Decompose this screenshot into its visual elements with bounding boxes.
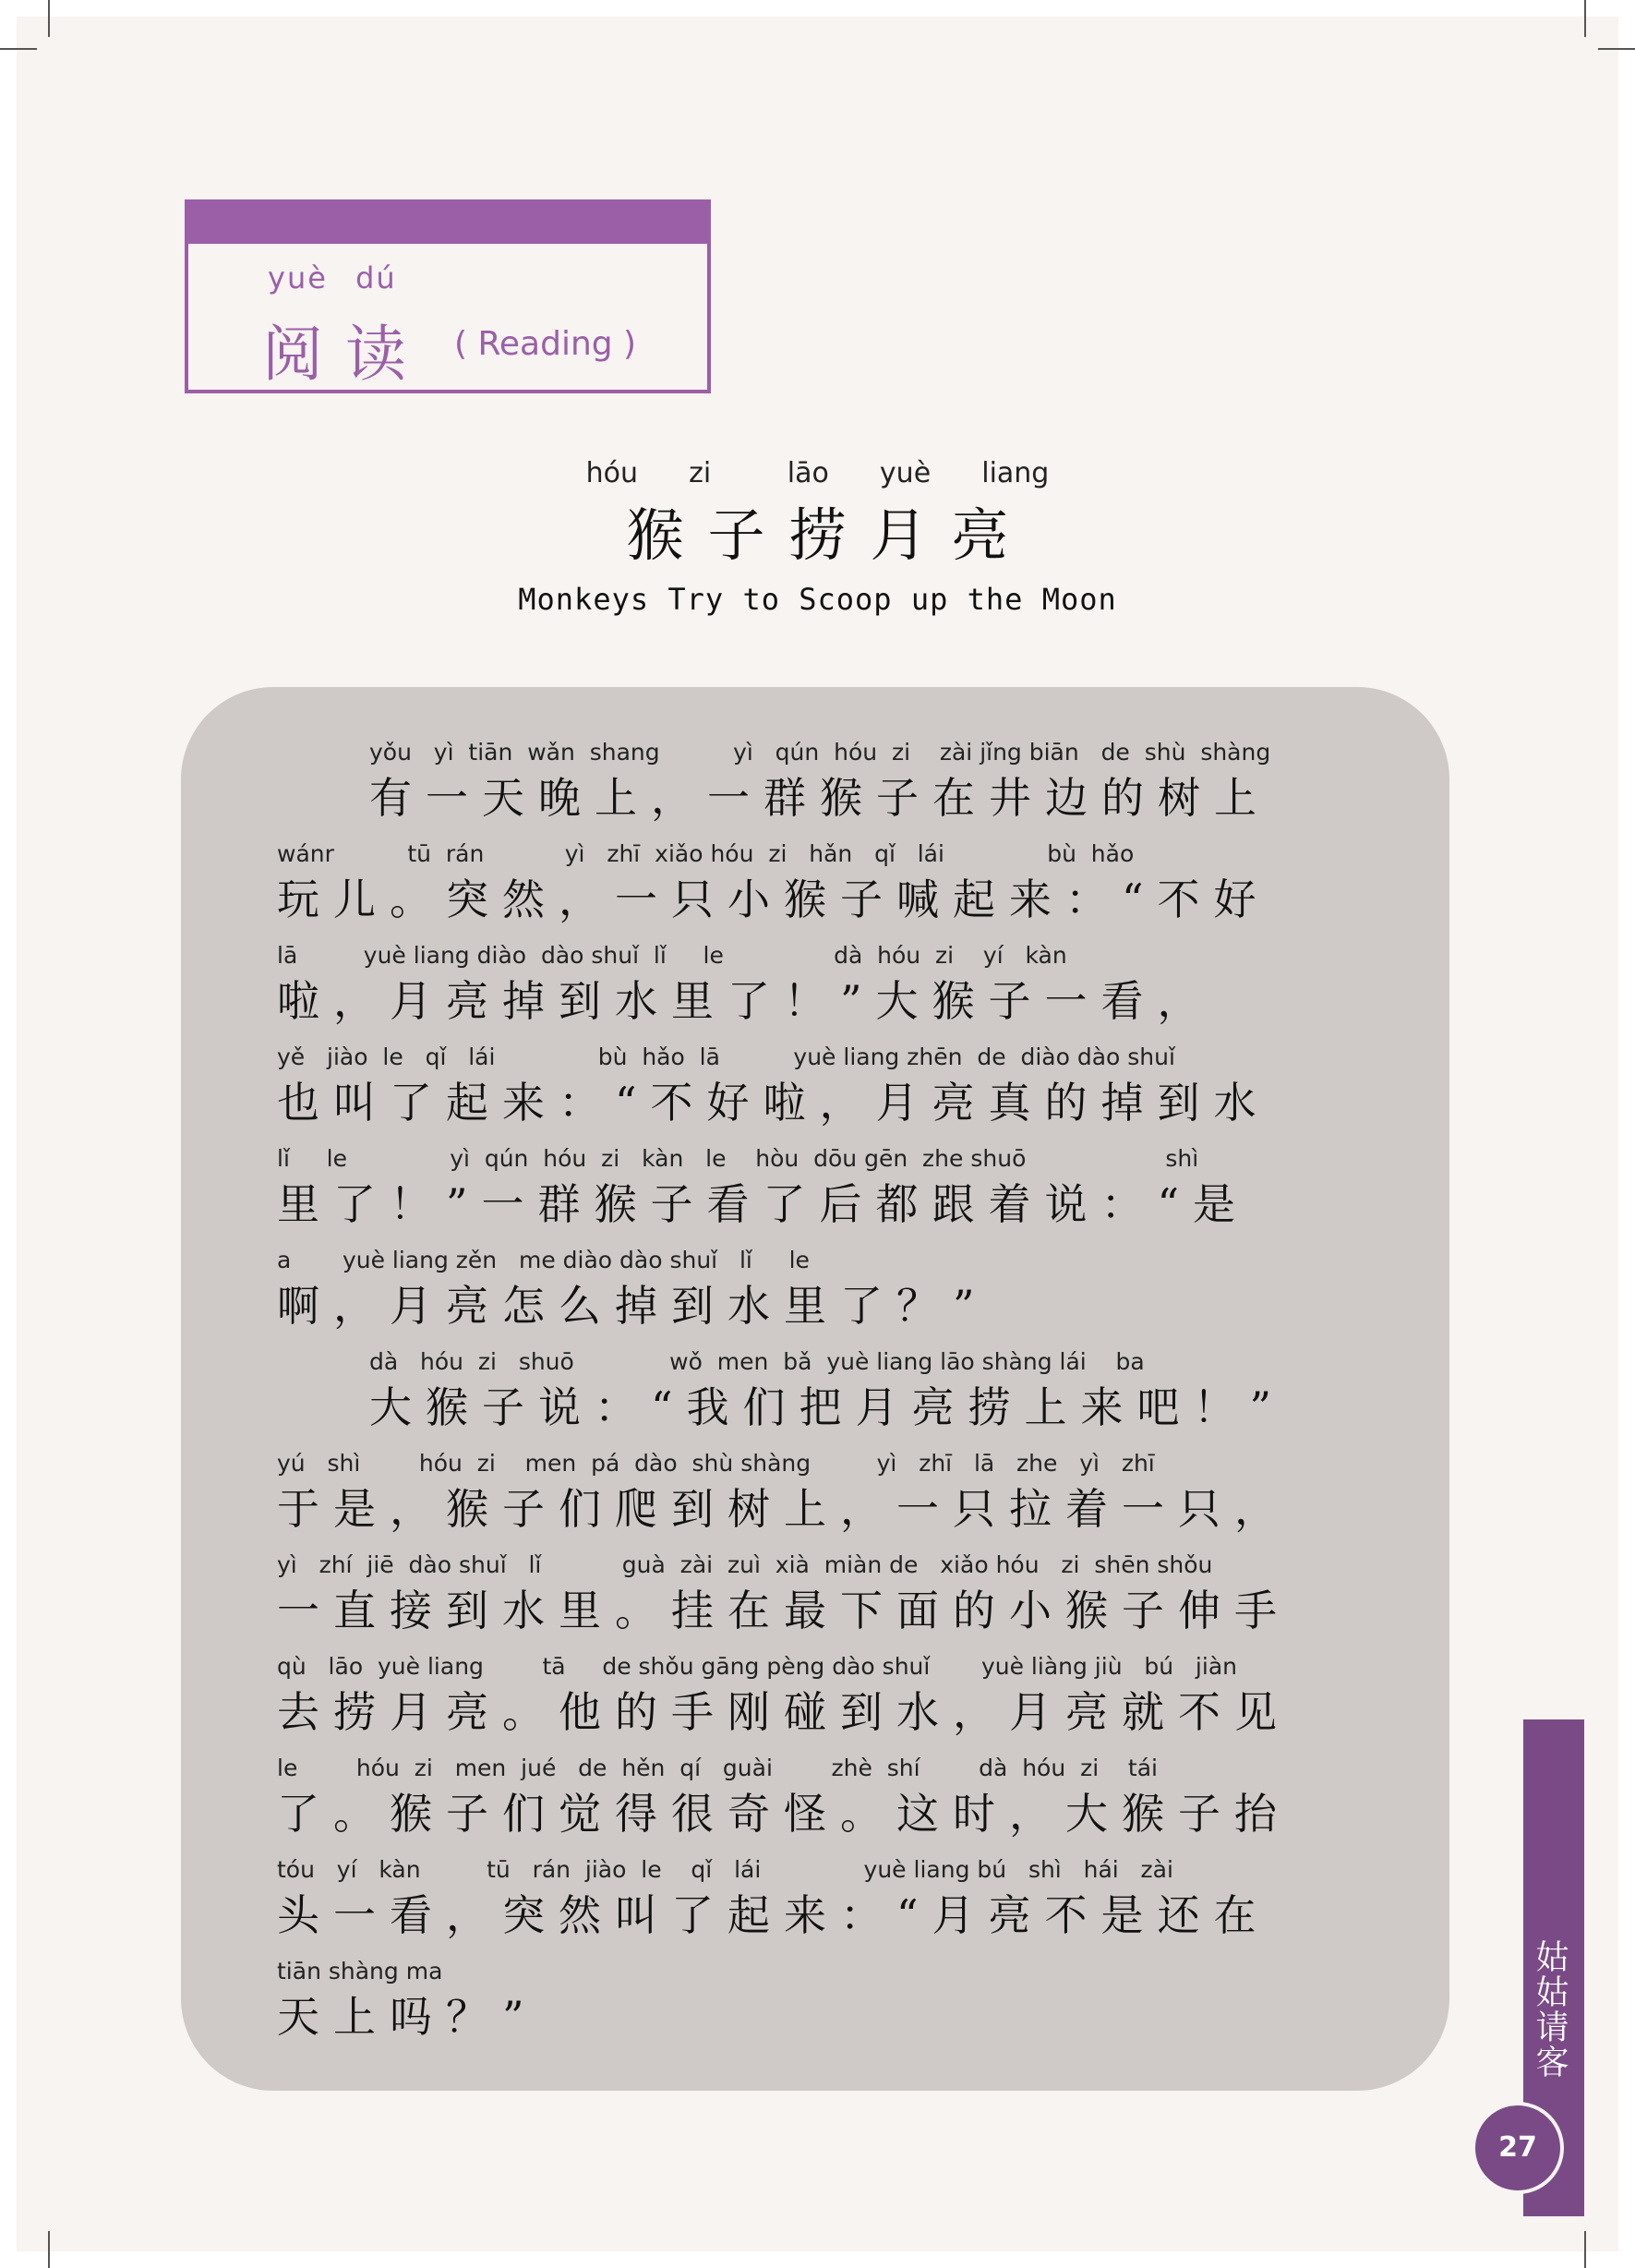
crop-mark (1584, 0, 1586, 37)
line-pinyin: dà hóu zi shuō wǒ men bǎ yuè liang lāo shàng lái ba (369, 1348, 1145, 1375)
line-pinyin: lā yuè liang diào dào shuǐ lǐ le dà hóu zi yí kàn (277, 942, 1067, 969)
line-pinyin: tiān shàng ma (277, 1958, 443, 1984)
line-pinyin: lǐ le yì qún hóu zi kàn le hòu dōu gēn zhe shuō shì (277, 1145, 1199, 1172)
crop-mark (48, 2231, 50, 2268)
line-pinyin: yú shì hóu zi men pá dào shù shàng yì zhī lā zhe yì zhī (277, 1450, 1155, 1477)
line-pinyin: yǒu yì tiān wǎn shang yì qún hóu zi zài jǐng biān de shù shàng (369, 739, 1271, 766)
crop-mark (1584, 2231, 1586, 2268)
line-hanzi: 于是，猴子们爬到树上，一只拉着一只， (277, 1484, 1291, 1534)
line-hanzi: 头一看，突然叫了起来：“月亮不是还在 (277, 1890, 1270, 1940)
reading-english: ( Reading ) (454, 325, 637, 363)
line-hanzi: 天上吗？” (277, 1992, 538, 2042)
reading-header-bar (188, 203, 707, 244)
story-english-title: Monkeys Try to Scoop up the Moon (518, 582, 1117, 617)
line-hanzi: 一直接到水里。挂在最下面的小猴子伸手 (277, 1586, 1291, 1635)
line-pinyin: qù lāo yuè liang tā de shǒu gāng pèng dào shuǐ yuè liàng jiù bú jiàn (277, 1653, 1237, 1680)
crop-mark (1598, 48, 1635, 50)
reading-title: 阅读 (262, 319, 428, 390)
crop-mark (48, 0, 50, 37)
line-hanzi: 大猴子说：“我们把月亮捞上来吧！” (369, 1382, 1286, 1432)
line-pinyin: le hóu zi men jué de hěn qí guài zhè shí dà hóu zi tái (277, 1755, 1159, 1781)
line-pinyin: tóu yí kàn tū rán jiào le qǐ lái yuè liang bú shì hái zài (277, 1856, 1173, 1883)
line-hanzi: 里了！”一群猴子看了后都跟着说：“是 (277, 1179, 1250, 1229)
line-pinyin: a yuè liang zěn me diào dào shuǐ lǐ le (277, 1247, 810, 1273)
line-hanzi: 也叫了起来：“不好啦，月亮真的掉到水 (277, 1078, 1270, 1128)
page-number: 27 (1472, 2102, 1564, 2194)
line-hanzi: 有一天晚上，一群猴子在井边的树上 (369, 773, 1270, 823)
reading-pinyin: yuè dú (268, 260, 397, 296)
line-pinyin: wánr tū rán yì zhī xiǎo hóu zi hǎn qǐ lái bù hǎo (277, 840, 1135, 867)
crop-mark (0, 48, 37, 50)
reading-header-box (185, 199, 711, 393)
line-hanzi: 啊，月亮怎么掉到水里了？” (277, 1281, 989, 1331)
story-title-pinyin: hóu zi lāo yuè liang (585, 457, 1050, 489)
line-hanzi: 啦，月亮掉到水里了！”大猴子一看， (277, 976, 1214, 1026)
line-hanzi: 去捞月亮。他的手刚碰到水，月亮就不见 (277, 1687, 1291, 1737)
side-tab-text: 姑姑请客 (1531, 1939, 1569, 2080)
story-title: 猴子捞月亮 (626, 501, 1033, 569)
line-hanzi: 了。猴子们觉得很奇怪。这时，大猴子抬 (277, 1789, 1291, 1839)
line-pinyin: yì zhí jiē dào shuǐ lǐ guà zài zuì xià miàn de xiǎo hóu zi shēn shǒu (277, 1551, 1213, 1578)
line-hanzi: 玩儿。突然，一只小猴子喊起来：“不好 (277, 875, 1270, 924)
line-pinyin: yě jiào le qǐ lái bù hǎo lā yuè liang zhēn de diào dào shuǐ (277, 1044, 1175, 1070)
